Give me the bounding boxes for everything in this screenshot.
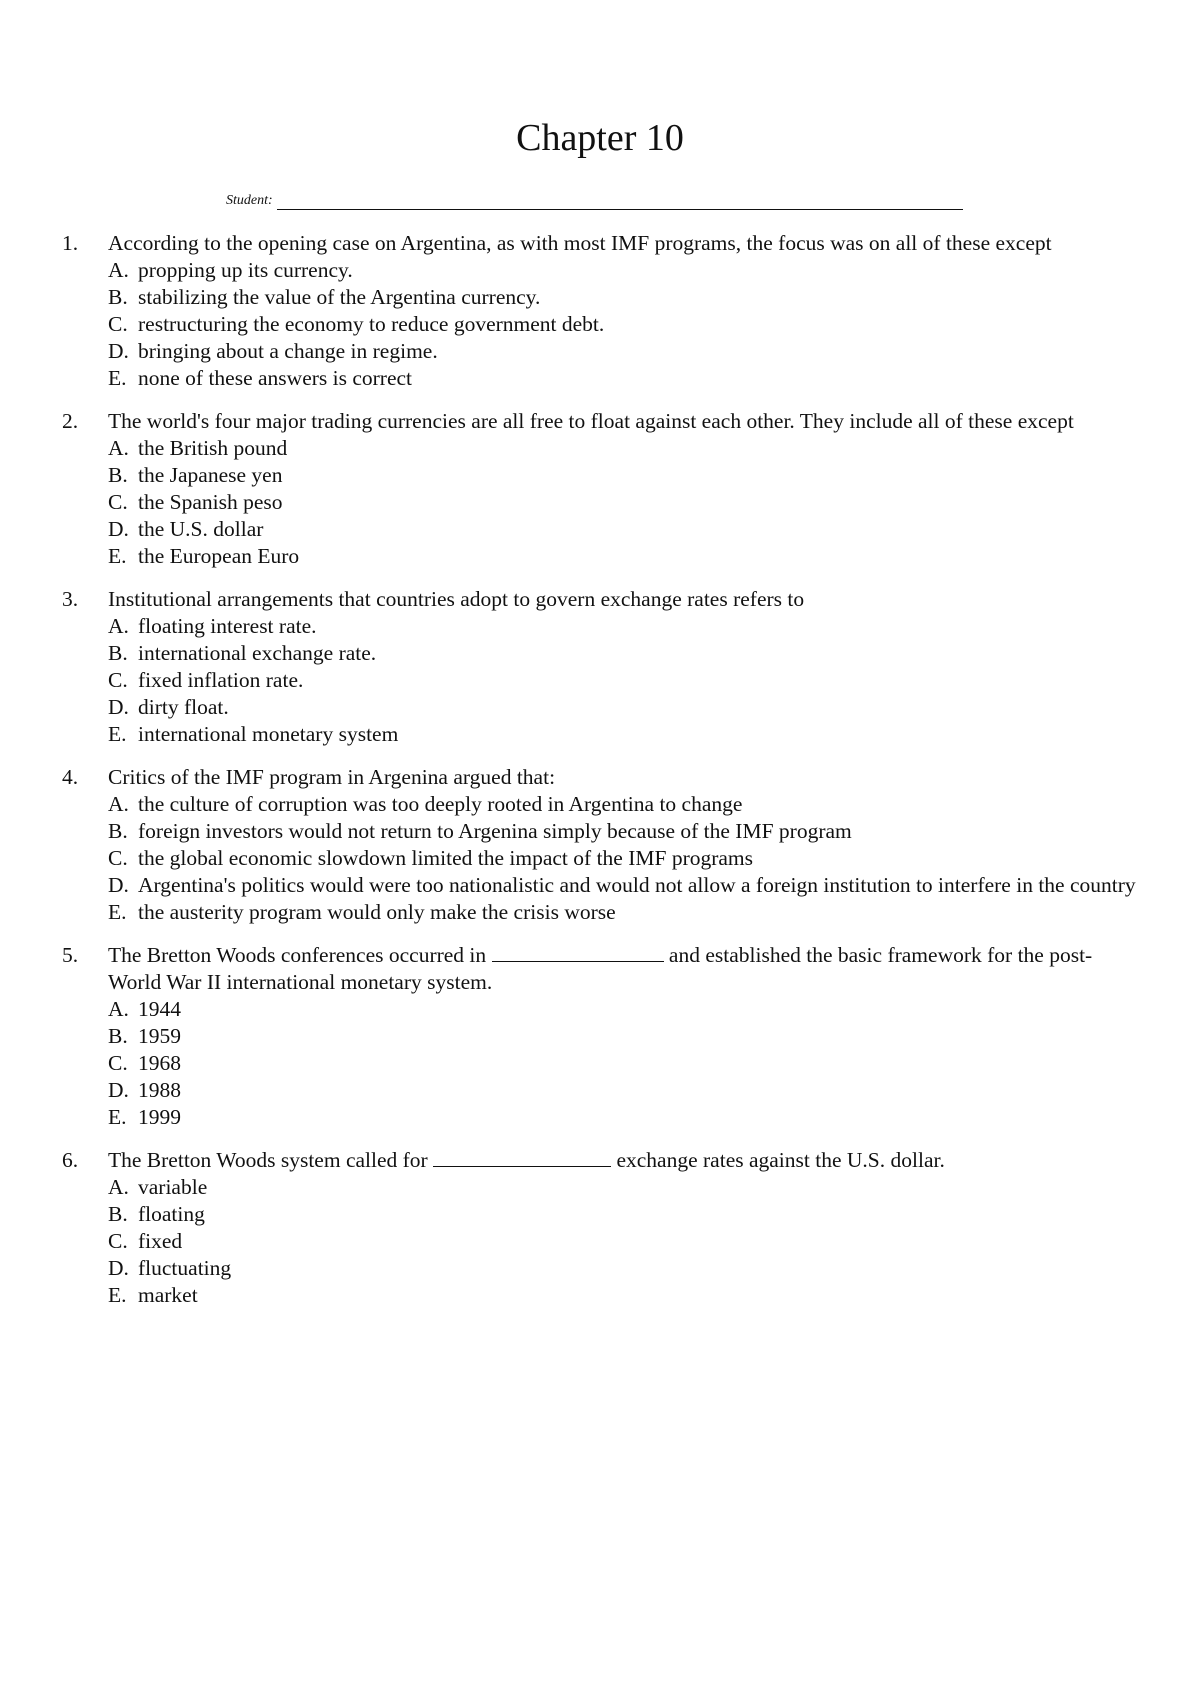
option-a bbox=[108, 613, 1142, 640]
question-number: 4. bbox=[62, 765, 79, 789]
option-letter: D. bbox=[108, 1078, 129, 1102]
question-text: The world's four major trading currencies are all free to float against each other. They include all of these except bbox=[108, 409, 1074, 433]
option-text: floating interest rate. bbox=[138, 614, 317, 638]
option-list bbox=[108, 613, 1142, 748]
option-text: the U.S. dollar bbox=[138, 517, 264, 541]
option-letter: A. bbox=[108, 614, 129, 638]
option-letter: E. bbox=[108, 900, 127, 924]
option-text: foreign investors would not return to Argenina simply because of the IMF program bbox=[138, 819, 852, 843]
option-a bbox=[108, 996, 1142, 1023]
question-text-after-blank: and established the basic framework for the post-World War II international monetary system. bbox=[108, 943, 1093, 994]
option-letter: E. bbox=[108, 1283, 127, 1307]
option-letter: D. bbox=[108, 873, 129, 897]
question-text-after-blank: exchange rates against the U.S. dollar. bbox=[616, 1148, 945, 1172]
option-list bbox=[108, 996, 1142, 1131]
page-title: Chapter 10 bbox=[516, 117, 684, 159]
option-c bbox=[108, 489, 1142, 516]
option-letter: B. bbox=[108, 1024, 128, 1048]
option-text: the austerity program would only make the crisis worse bbox=[138, 900, 616, 924]
option-a bbox=[108, 791, 1142, 818]
option-text: fixed bbox=[138, 1229, 183, 1253]
option-text: fluctuating bbox=[138, 1256, 232, 1280]
option-text: variable bbox=[138, 1175, 208, 1199]
option-letter: B. bbox=[108, 285, 128, 309]
option-letter: E. bbox=[108, 722, 127, 746]
option-text: Argentina's politics would were too nationalistic and would not allow a foreign institution to interfere in the country bbox=[138, 873, 1136, 897]
question-number: 6. bbox=[62, 1148, 79, 1172]
option-text: restructuring the economy to reduce government debt. bbox=[138, 312, 605, 336]
option-text: 1968 bbox=[138, 1051, 181, 1075]
option-text: bringing about a change in regime. bbox=[138, 339, 438, 363]
option-text: 1988 bbox=[138, 1078, 181, 1102]
option-text: the British pound bbox=[138, 436, 288, 460]
question-number: 3. bbox=[62, 587, 79, 611]
option-c bbox=[108, 1050, 1142, 1077]
option-text: the Spanish peso bbox=[138, 490, 283, 514]
option-letter: D. bbox=[108, 517, 129, 541]
student-label: Student: bbox=[226, 193, 273, 208]
option-letter: A. bbox=[108, 1175, 129, 1199]
option-c bbox=[108, 1228, 1142, 1255]
question-text: Institutional arrangements that countries adopt to govern exchange rates refers to bbox=[108, 587, 805, 611]
option-text: international monetary system bbox=[138, 722, 399, 746]
option-letter: D. bbox=[108, 1256, 129, 1280]
option-text: the culture of corruption was too deeply rooted in Argentina to change bbox=[138, 792, 743, 816]
option-d bbox=[108, 694, 1142, 721]
option-text: fixed inflation rate. bbox=[138, 668, 304, 692]
option-list bbox=[108, 1174, 1142, 1309]
option-text: none of these answers is correct bbox=[138, 366, 413, 390]
option-list bbox=[108, 257, 1142, 392]
option-text: the European Euro bbox=[138, 544, 300, 568]
option-a bbox=[108, 1174, 1142, 1201]
question-4 bbox=[62, 764, 1142, 926]
option-letter: C. bbox=[108, 1229, 128, 1253]
option-d bbox=[108, 338, 1142, 365]
option-b bbox=[108, 1023, 1142, 1050]
option-d bbox=[108, 516, 1142, 543]
option-letter: A. bbox=[108, 258, 129, 282]
option-e bbox=[108, 1104, 1142, 1131]
option-d bbox=[108, 872, 1142, 899]
option-e bbox=[108, 1282, 1142, 1309]
option-text: the Japanese yen bbox=[138, 463, 283, 487]
question-text bbox=[108, 942, 1142, 996]
option-letter: A. bbox=[108, 436, 129, 460]
option-list bbox=[108, 435, 1142, 570]
option-letter: A. bbox=[108, 997, 129, 1021]
option-b bbox=[108, 462, 1142, 489]
question-text: Critics of the IMF program in Argenina argued that: bbox=[108, 765, 556, 789]
question-text-before-blank: The Bretton Woods system called for bbox=[108, 1148, 428, 1172]
option-d bbox=[108, 1255, 1142, 1282]
option-e bbox=[108, 543, 1142, 570]
option-b bbox=[108, 1201, 1142, 1228]
option-text: 1944 bbox=[138, 997, 181, 1021]
question-text: According to the opening case on Argentina, as with most IMF programs, the focus was on all of these except bbox=[108, 231, 1052, 255]
option-b bbox=[108, 640, 1142, 667]
option-text: market bbox=[138, 1283, 198, 1307]
option-letter: D. bbox=[108, 695, 129, 719]
option-b bbox=[108, 284, 1142, 311]
option-text: stabilizing the value of the Argentina currency. bbox=[138, 285, 541, 309]
option-letter: C. bbox=[108, 312, 128, 336]
question-5 bbox=[62, 942, 1142, 1131]
option-list bbox=[108, 791, 1142, 926]
question-text bbox=[108, 1147, 1142, 1174]
question-number: 2. bbox=[62, 409, 79, 433]
question-number: 5. bbox=[62, 943, 79, 967]
option-letter: D. bbox=[108, 339, 129, 363]
option-c bbox=[108, 667, 1142, 694]
option-a bbox=[108, 257, 1142, 284]
student-name-line bbox=[277, 193, 963, 210]
option-letter: C. bbox=[108, 1051, 128, 1075]
option-letter: E. bbox=[108, 544, 127, 568]
question-6 bbox=[62, 1147, 1142, 1309]
option-letter: B. bbox=[108, 641, 128, 665]
option-letter: B. bbox=[108, 463, 128, 487]
option-e bbox=[108, 365, 1142, 392]
option-letter: A. bbox=[108, 792, 129, 816]
option-text: propping up its currency. bbox=[138, 258, 353, 282]
option-letter: E. bbox=[108, 366, 127, 390]
option-a bbox=[108, 435, 1142, 462]
option-text: dirty float. bbox=[138, 695, 229, 719]
option-letter: B. bbox=[108, 1202, 128, 1226]
option-e bbox=[108, 721, 1142, 748]
question-text-before-blank: The Bretton Woods conferences occurred in bbox=[108, 943, 487, 967]
option-b bbox=[108, 818, 1142, 845]
answer-blank bbox=[492, 943, 664, 962]
option-c bbox=[108, 311, 1142, 338]
option-letter: B. bbox=[108, 819, 128, 843]
question-list bbox=[62, 230, 1142, 1325]
option-e bbox=[108, 899, 1142, 926]
option-text: international exchange rate. bbox=[138, 641, 377, 665]
question-number: 1. bbox=[62, 231, 79, 255]
option-text: the global economic slowdown limited the impact of the IMF programs bbox=[138, 846, 754, 870]
question-2 bbox=[62, 408, 1142, 570]
question-3 bbox=[62, 586, 1142, 748]
student-name-row bbox=[226, 186, 963, 210]
option-text: 1959 bbox=[138, 1024, 181, 1048]
option-text: floating bbox=[138, 1202, 205, 1226]
option-letter: C. bbox=[108, 846, 128, 870]
answer-blank bbox=[433, 1148, 611, 1167]
option-letter: C. bbox=[108, 668, 128, 692]
option-text: 1999 bbox=[138, 1105, 181, 1129]
option-letter: C. bbox=[108, 490, 128, 514]
option-letter: E. bbox=[108, 1105, 127, 1129]
option-c bbox=[108, 845, 1142, 872]
option-d bbox=[108, 1077, 1142, 1104]
question-1 bbox=[62, 230, 1142, 392]
